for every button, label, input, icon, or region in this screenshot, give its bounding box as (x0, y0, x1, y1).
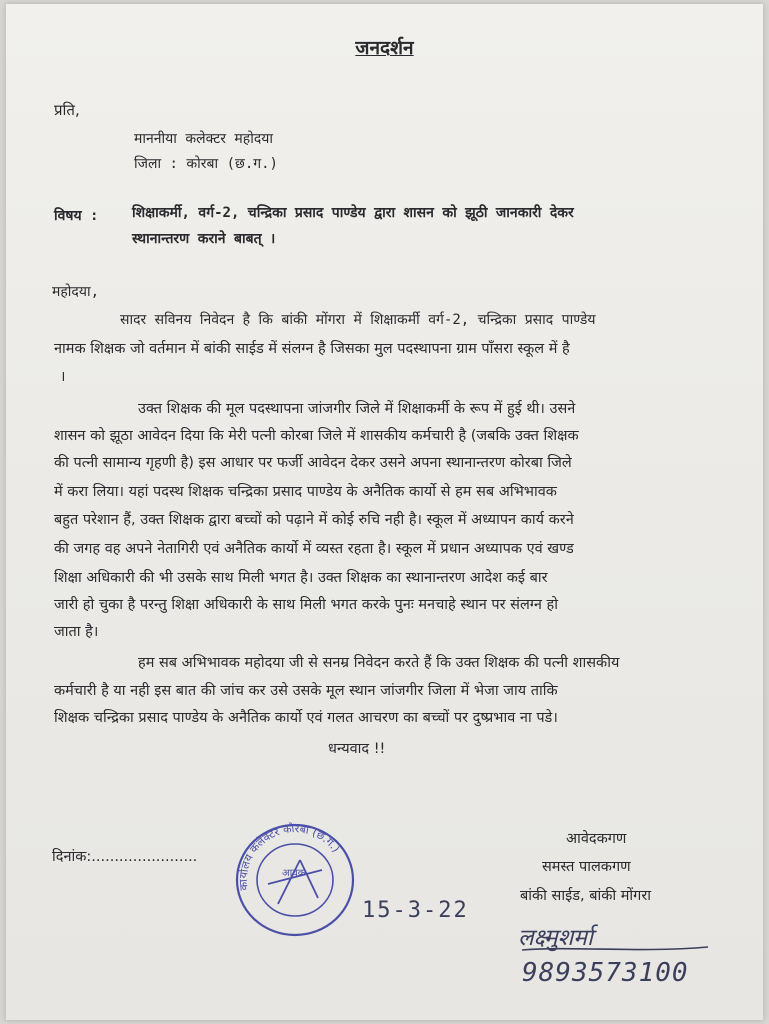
paragraph-line: शिक्षक चन्द्रिका प्रसाद पाण्डेय के अनैतिक कार्यो एवं गलत आचरण का बच्चों पर दुष्प्रभाव ना पडे। (54, 710, 558, 726)
paragraph-line: की पत्नी सामान्य गृहणी है) इस आधार पर फर्जी आवेदन देकर उसने अपना स्थानान्तरण कोरबा जिले (54, 455, 572, 471)
recipient-district: जिला : कोरबा (छ.ग.) (134, 156, 278, 172)
date-field: दिनांक:....................... (52, 849, 198, 865)
page-title: जनदर्शन (355, 37, 414, 59)
paragraph-line: उक्त शिक्षक की मूल पदस्थापना जांजगीर जिले में शिक्षाकर्मी के रूप में हुई थी। उसने (138, 401, 576, 417)
subject-line-1: शिक्षाकर्मी, वर्ग-2, चन्द्रिका प्रसाद पाण्डेय द्वारा शासन को झूठी जानकारी देकर (132, 205, 574, 221)
address-prefix: प्रति, (54, 101, 80, 119)
paragraph-line: कर्मचारी है या नही इस बात की जांच कर उसे उसके मूल स्थान जांजगीर जिला में भेजा जाय ताकि (54, 683, 558, 699)
paragraph-line: हम सब अभिभावक महोदया जी से सनम्र निवेदन करते हैं कि उक्त शिक्षक की पत्नी शासकीय (138, 655, 620, 671)
office-stamp (230, 818, 360, 940)
paragraph-line: नामक शिक्षक जो वर्तमान में बांकी साईड में संलग्न है जिसका मुल पदस्थापना ग्राम पॉंसरा स्कूल में है (54, 341, 570, 357)
paragraph-line: की जगह वह अपने नेतागिरी एवं अनैतिक कार्यो में व्यस्त रहता है। स्कूल में प्रधान अध्यापक एवं खण्ड (54, 541, 574, 557)
stamp-inner-text: आवक (282, 868, 306, 879)
handwritten-date: 15-3-22 (362, 898, 469, 923)
paragraph-line: जाता है। (54, 624, 99, 640)
subject-line-2: स्थानान्तरण कराने बाबत् । (132, 231, 276, 247)
signature-underline (520, 944, 710, 954)
applicants-line-2: बांकी साईड, बांकी मोंगरा (520, 888, 651, 904)
closing-thanks: धन्यवाद !! (328, 741, 386, 757)
recipient: माननीया कलेक्टर महोदया (134, 131, 274, 147)
applicants-title: आवेदकगण (566, 831, 627, 847)
subject-label: विषय : (54, 208, 99, 224)
salutation: महोदया, (52, 284, 100, 300)
paragraph-line: शिक्षा अधिकारी की भी उसके साथ मिली भगत है। उक्त शिक्षक का स्थानान्तरण आदेश कई बार (54, 570, 548, 586)
paragraph-line: जारी हो चुका है परन्तु शिक्षा अधिकारी के साथ मिली भगत करके पुनः मनचाहे स्थान पर संलग्न हो (54, 597, 558, 613)
stamp-ring-text: कार्यालय कलेक्टर कोरबा (छ.ग.) (236, 821, 343, 892)
handwritten-phone: 9893573100 (522, 958, 689, 988)
paragraph-line: सादर सविनय निवेदन है कि बांकी मोंगरा में शिक्षाकर्मी वर्ग-2, चन्द्रिका प्रसाद पाण्डेय (120, 312, 596, 328)
paragraph-line: शासन को झूठा आवेदन दिया कि मेरी पत्नी कोरबा जिले में शासकीय कर्मचारी है (जबकि उक्त शिक्षक (54, 428, 579, 444)
paragraph-line: बहुत परेशान हैं, उक्त शिक्षक द्वारा बच्चों को पढ़ाने में कोई रुचि नही है। स्कूल में अध्यापन कार्य करने (54, 512, 574, 528)
applicant-signature: लक्ष्मुशर्मा (518, 925, 593, 951)
paragraph-line: । (60, 369, 66, 385)
paragraph-line: में करा लिया। यहां पदस्थ शिक्षक चन्द्रिका प्रसाद पाण्डेय के अनैतिक कार्यो से हम सब अभिभावक (54, 484, 557, 500)
applicants-line-1: समस्त पालकगण (542, 859, 631, 875)
